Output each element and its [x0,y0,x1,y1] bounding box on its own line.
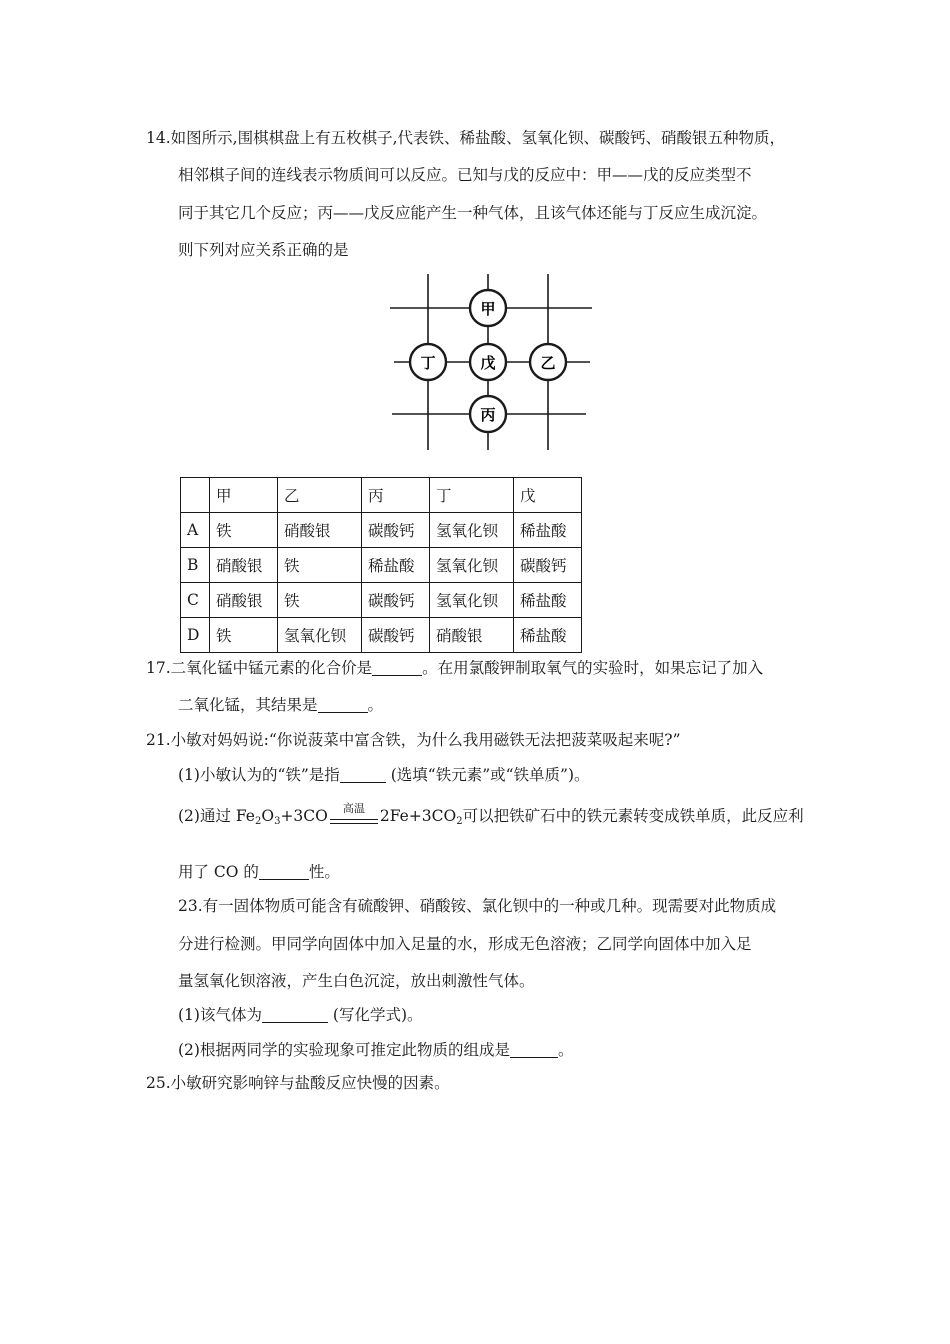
table-row [181,618,582,653]
table-cell: 碳酸钙 [362,513,430,548]
answer-blank [259,863,309,880]
table-cell: 氢氧化钡 [278,618,362,653]
table-cell: 铁 [210,618,278,653]
piece-top [470,290,506,326]
piece-right [530,344,566,380]
answer-blank [318,696,368,713]
table-cell: B [181,548,210,583]
table-header-cell: 丁 [430,478,514,513]
q23-part-1 [178,1005,423,1025]
table-cell: 硝酸银 [210,583,278,618]
table-cell: 铁 [278,548,362,583]
table-row [181,513,582,548]
table-header-cell [181,478,210,513]
q21-part-2-continued [178,862,340,882]
reaction-condition-label: 高温 [342,802,365,815]
q23-p1-text-a: (1)该气体为 [178,1006,262,1024]
double-equals-sign [330,819,378,824]
table-row [181,548,582,583]
q14-line-4: 则下列对应关系正确的是 [178,241,349,259]
table-cell: 硝酸银 [430,618,514,653]
table-cell: C [181,583,210,618]
q21-p2-text-d: 性。 [308,863,340,881]
q17-text-b: 。在用氯酸钾制取氧气的实验时，如果忘记了加入 [422,659,764,677]
q21-p1-text-b: (选填“铁元素”或“铁单质”)。 [385,766,590,784]
q21-intro: 21.小敏对妈妈说:“你说菠菜中富含铁，为什么我用磁铁无法把菠菜吸起来呢?” [146,731,681,749]
q17-text-c: 二氧化锰，其结果是 [178,696,318,714]
q17-line-1 [146,658,763,678]
q21-p2-prefix: (2)通过 Fe [178,807,255,825]
table-row [181,583,582,618]
q17-line-2 [178,695,383,715]
table-header-cell: 戊 [514,478,582,513]
q14-line-2: 相邻棋子间的连线表示物质间可以反应。已知与戊的反应中：甲——戊的反应类型不 [178,166,752,184]
q23-line-2: 分进行检测。甲同学向固体中加入足量的水，形成无色溶液；乙同学向固体中加入足 [178,935,752,953]
piece-top-label: 甲 [480,300,496,318]
subscript: 3 [274,816,281,827]
table-cell: D [181,618,210,653]
table-cell: 硝酸银 [278,513,362,548]
piece-bottom [470,396,506,432]
q23-part-2 [178,1040,573,1060]
table-cell: 碳酸钙 [362,583,430,618]
answer-blank [372,659,422,676]
q23-p1-text-b: (写化学式)。 [327,1006,423,1024]
table-header-cell: 乙 [278,478,362,513]
q23-p2-text-a: (2)根据两同学的实验现象可推定此物质的组成是 [178,1041,510,1059]
table-cell: 氢氧化钡 [430,513,514,548]
subscript: 2 [254,816,262,827]
q21-p1-text-a: (1)小敏认为的“铁”是指 [178,766,340,784]
q21-p2-oxygen: O [261,807,275,825]
table-header-cell: 甲 [210,478,278,513]
table-cell: 氢氧化钡 [430,583,514,618]
answer-blank [262,1006,328,1023]
table-cell: 铁 [278,583,362,618]
answer-blank [340,766,386,783]
piece-center [470,344,506,380]
table-cell: 铁 [210,513,278,548]
piece-bottom-label: 丙 [480,406,496,424]
piece-left [410,344,446,380]
table-cell: 稀盐酸 [514,583,582,618]
piece-center-label: 戊 [480,354,496,372]
q14-line-3: 同于其它几个反应；丙——戊反应能产生一种气体，且该气体还能与丁反应生成沉淀。 [178,204,768,222]
table-cell: 稀盐酸 [514,618,582,653]
q17-text-a: 17.二氧化锰中锰元素的化合价是 [146,659,373,677]
q21-part-2 [178,802,804,827]
q21-p2-text-c: 用了 CO 的 [178,863,259,881]
subscript: 2 [456,816,463,827]
q21-part-1 [178,765,590,785]
q21-p2-plus: +3CO [280,807,328,825]
q21-p2-rest: 可以把铁矿石中的铁元素转变成铁单质，此反应利 [462,807,804,825]
q23-line-1: 23.有一固体物质可能含有硫酸钾、硝酸铵、氯化钡中的一种或几种。现需要对此物质成 [178,897,777,915]
q25-line: 25.小敏研究影响锌与盐酸反应快慢的因素。 [146,1074,450,1092]
q23-p2-text-b: 。 [557,1041,574,1059]
q23-line-3: 量氢氧化钡溶液，产生白色沉淀，放出刺激性气体。 [178,972,535,990]
table-cell: 氢氧化钡 [430,548,514,583]
piece-right-label: 乙 [540,354,556,372]
answer-blank [510,1041,558,1058]
table-header-cell: 丙 [362,478,430,513]
piece-left-label: 丁 [420,354,436,372]
options-table [180,477,582,653]
go-board-figure [386,270,596,454]
table-cell: A [181,513,210,548]
table-cell: 碳酸钙 [514,548,582,583]
q17-text-d: 。 [367,696,384,714]
table-cell: 稀盐酸 [362,548,430,583]
q21-p2-product: 2Fe+3CO [379,807,457,825]
q14-line-1: 14.如图所示,围棋棋盘上有五枚棋子,代表铁、稀盐酸、氢氧化钡、碳酸钙、硝酸银五种物质， [146,129,786,147]
table-header-row [181,478,582,513]
reaction-condition [330,802,378,825]
table-cell: 稀盐酸 [514,513,582,548]
table-cell: 碳酸钙 [362,618,430,653]
table-cell: 硝酸银 [210,548,278,583]
